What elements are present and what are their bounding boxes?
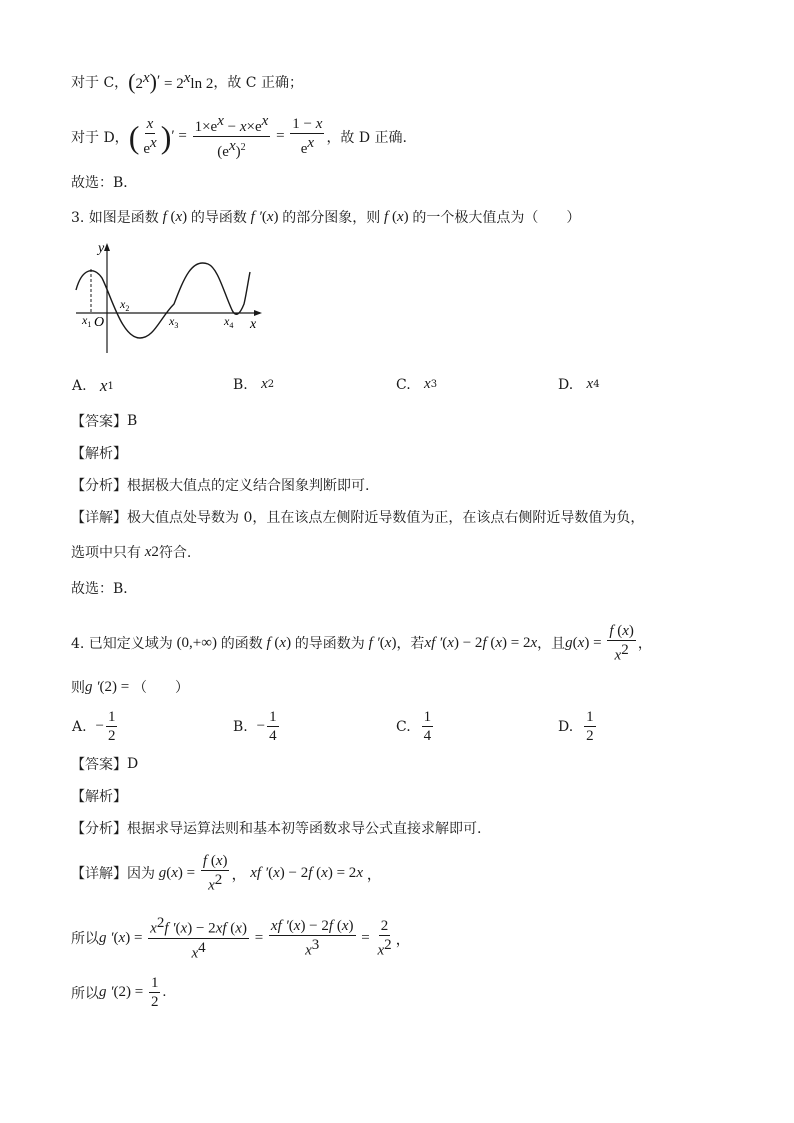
graph-label-y: y <box>98 241 105 256</box>
q3-choice: 故选：B． <box>71 581 138 597</box>
q3-option-d[interactable]: D. x 4 <box>558 376 600 393</box>
graph-label-x4: $x_4$ <box>224 314 234 330</box>
graph-label-x: x <box>250 317 257 332</box>
line-d: 对于 D， ( $\frac{x}{e^x}$ ) ′ = $\frac{1\times e^x - x\times e^x}{(e^x)^2}$ = $\frac{1 - x}{e^x}$ ，故 D 正确. <box>71 113 408 160</box>
q3-stem: 3. 如图是函数 f ( x ) 的导函数 f ′ ( x ) 的部分图象，则 f ( x ) 的一个极大值点为（ ） <box>71 208 581 226</box>
q4-answer: 【答案】 D <box>71 756 139 773</box>
q4-option-b[interactable]: B. − $\frac{1}{4}$ <box>233 709 277 744</box>
q4-ask: 则 g ′ (2) = （ ） <box>71 678 189 696</box>
q4-fenxi: 【分析】 根据求导运算法则和基本初等函数求导公式直接求解即可. <box>71 821 482 837</box>
q4-analysis-tag: 【解析】 <box>71 789 127 805</box>
q4-stem: 4. 已知定义域为 (0,+∞) 的函数 f ( x ) 的导函数为 f ′ ( x ) ，若 xf ′ ( x ) − 2 f ( x ) = 2 x ，且 g ( x ) = $\frac{f (x)}{x^2}$ ， <box>71 623 652 664</box>
q3-analysis-tag: 【解析】 <box>71 446 127 462</box>
q4-option-c[interactable]: C. $\frac{1}{4}$ <box>396 709 432 744</box>
graph-label-origin: O <box>94 315 105 330</box>
line-c: 对于 C， ( 2$^x$ ) ′ = $2^x\ln$ 2 ，故 C 正确； <box>71 68 303 94</box>
q4-option-a[interactable]: A. − $\frac{1}{2}$ <box>72 709 116 744</box>
graph-label-x2: $x_2$ <box>120 297 130 313</box>
q4-so1: 所以 g ′ ( x ) = $\frac{x^2f '(x) - 2xf (x)}{x^4}$ = $\frac{xf '(x) - 2f (x)}{x^3}$ = $\frac{2}{x^2}$ ， <box>71 915 411 962</box>
q4-xiangjie: 【详解】 因为 g ( x ) = $\frac{f (x)}{x^2}$ ， xf ′ ( x ) − 2 f ( x ) = 2 x ， <box>71 853 382 894</box>
q4-so2: 所以 g ′ (2) = $\frac{1}{2}$ . <box>71 975 167 1010</box>
q3-answer: 【答案】 B <box>71 413 138 430</box>
q4-option-d[interactable]: D. $\frac{1}{2}$ <box>558 709 594 744</box>
q3-fenxi: 【分析】 根据极大值点的定义结合图象判断即可. <box>71 478 370 494</box>
q3-option-c[interactable]: C. x 3 <box>396 376 438 393</box>
q3-option-a[interactable]: A. x 1 <box>72 376 114 395</box>
q3-option-b[interactable]: B. x 2 <box>233 376 275 393</box>
graph-label-x1: $x_1$ <box>82 313 92 329</box>
q3-xiangjie: 【详解】 极大值点处导数为 0，且在该点左侧附近导数值为正，在该点右侧附近导数值为负， <box>71 510 645 526</box>
choice-line-1: 故选：B． <box>71 175 138 191</box>
graph-label-x3: $x_3$ <box>169 314 179 330</box>
q3-only: 选项中只有 x 2 符合. <box>71 543 192 561</box>
derivative-graph <box>72 238 272 363</box>
